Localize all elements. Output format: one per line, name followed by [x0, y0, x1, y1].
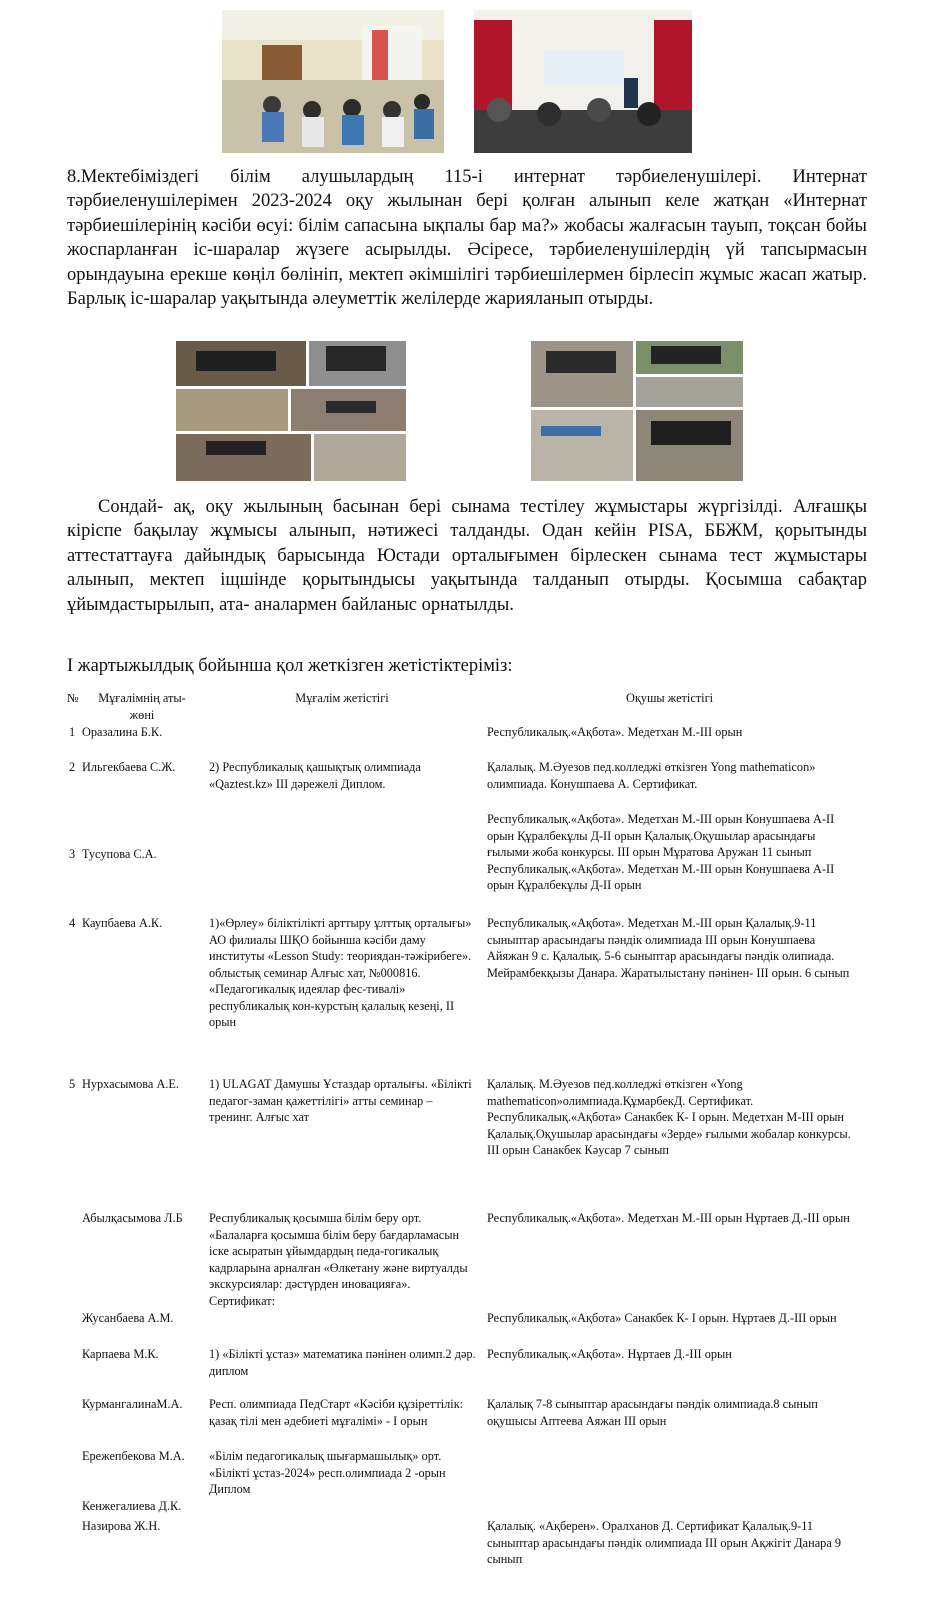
- table-row-name: Каупбаева А.К.: [82, 916, 163, 930]
- table-row-name: Нурхасымова А.Е.: [82, 1077, 179, 1091]
- header-teacher: Мұғалім жетістігі: [295, 691, 389, 705]
- table-row-no: 1: [69, 725, 76, 739]
- table-row-name: КурмангалинаМ.А.: [82, 1397, 183, 1411]
- internat-collage-right: [531, 341, 743, 481]
- table-row-student: Республикалық.«Ақбота». Медетхан М.-III орын Конушпаева А-II орын Құралбекұлы Д-II орын Қалалық.Оқушылар арасындағы ғылыми жоба конкурсы. III орын Мұратова Аружан 11 сынып Республикалық.«Ақбота». Медетхан М.-III орын Конушпаева А-II орын Құралбекұлы Д-II орын: [487, 812, 835, 892]
- table-row-teacher: Республикалық қосымша білім беру орт. «Балаларға қосымша білім беру бағдарламасын іске асыратын ұйымдардың педа-гогикалық кадрларына арналған «Өлкетану және виртуалды экскурсиялар: дәстүрден иновацияға». Сертификат:: [209, 1211, 468, 1308]
- internat-collage-left: [176, 341, 406, 481]
- table-row-teacher: 2) Республикалық қашықтық олимпиада «Qaztest.kz» III дәрежелі Диплом.: [209, 760, 421, 791]
- table-row-teacher: «Білім педагогикалық шығармашылық» орт. «Білікті ұстаз-2024» респ.олимпиада 2 -орын Диплом: [209, 1449, 446, 1496]
- table-row-name: Ильгекбаева С.Ж.: [82, 760, 176, 774]
- table-row-name: Оразалина Б.К.: [82, 725, 163, 739]
- header-student: Оқушы жетістігі: [625, 691, 714, 705]
- table-row-teacher: 1) ULAGAT Дамушы Ұстаздар орталығы. «Білікті педагог-заман қажеттілігі» атты семинар – тренинг. Алғыс хат: [209, 1077, 472, 1124]
- table-row-teacher: 1) «Білікті ұстаз» математика пәнінен олимп.2 дәр. диплом: [209, 1347, 476, 1378]
- table-row-name: Кенжегалиева Д.К.: [82, 1499, 182, 1513]
- table-row-no: 3: [69, 847, 76, 861]
- table-row-teacher: 1)«Өрлеу» біліктілікті арттыру ұлттық орталығы» АО филиалы ШҚО бойынша кәсіби даму институты «Lesson Study: теориядан-тәжірибеге». облыстық семинар Алғыс хат, №000816. «Педагогикалық идеялар фес-тивалі» республикалық кон-курстың қалалық кезеңі, II орын: [209, 916, 472, 1029]
- table-row-student: Республикалық.«Ақбота». Медетхан М.-III орын: [487, 725, 743, 739]
- seminar-photo: [474, 10, 692, 153]
- table-row-student: Республикалық.«Ақбота». Медетхан М.-III орын Нұртаев Д.-III орын: [487, 1211, 850, 1225]
- table-row-name: Абылқасымова Л.Б: [82, 1211, 183, 1225]
- table-row-no: 5: [69, 1077, 76, 1091]
- table-row-student: Қалалық. М.Әуезов пед.колледжі өткізген «Yong mathematicon»олимпиада.ҚұмарбекД. Сертификат. Республикалық.«Ақбота» Санакбек К- I орын. Медетхан М-III орын Қалалық.Оқушылар арасындағы «Зерде» ғылыми жобалар конкурсы. III орын Санакбек Кәусар 7 сынып: [487, 1077, 851, 1157]
- table-row-no: 4: [69, 916, 76, 930]
- table-row-name: Назирова Ж.Н.: [82, 1519, 161, 1533]
- internat-paragraph: 8.Мектебіміздегі білім алушылардың 115-і интернат тәрбиеленушілері. Интернат тәрбиеленушілерімен 2023-2024 оқу жылынан бері қолған алынып келе жатқан «Интернат тәрбиешілерінің кәсіби өсуі: білім сапасына ықпалы бар ма?» жобасы жалғасын тауып, тоқсан бойы жоспарланған іс-шаралар жүзеге асырылды. Әсіресе, тәрбиеленушілердің үй тапсырмасын орындауына ерекше көңіл бөлініп, мектеп әкімшілігі тәрбиешілермен бірлесіп жұмыс жасап жатыр. Барлық іс-шаралар уақытында әлеуметтік желілерде жарияланып отырды.: [67, 167, 867, 310]
- table-row-no: 2: [69, 760, 76, 774]
- classroom-photo: [222, 10, 444, 153]
- table-row-student: Республикалық.«Ақбота» Санакбек К- I орын. Нұртаев Д.-III орын: [487, 1311, 837, 1325]
- table-row-student: Қалалық. «Ақберен». Оралханов Д. Сертификат Қалалық.9-11 сыныптар арасындағы пәндік олимпиада III орын Ақжігіт Данара 9 сынып: [487, 1519, 842, 1566]
- table-row-student: Қалалық 7-8 сыныптар арасындағы пәндік олимпиада.8 сынып оқушысы Аптеева Аяжан III орын: [487, 1397, 818, 1428]
- header-no: №: [67, 691, 79, 705]
- table-row-name: Карпаева М.К.: [82, 1347, 159, 1361]
- table-row-teacher: Респ. олимпиада ПедСтарт «Кәсіби құзіреттілік: қазақ тілі мен әдебиеті мұғалімі» - I орын: [209, 1397, 464, 1428]
- testing-paragraph: Сондай- ақ, оқу жылының басынан бері сынама тестілеу жұмыстары жүргізілді. Алғашқы кіріспе бақылау жұмысы алынып, нәтижесі талданды. Одан кейін PISA, ББЖМ, қорытынды аттестаттауға дайындық барысында Юстади орталығымен бірлескен сынама тест жұмыстары алынып, мектеп іщшінде қорытындысы уақытында талданып отырды. Қосымша сабақтар ұйымдастырылып, ата- аналармен байланыс орнатылды.: [67, 497, 867, 615]
- table-row-student: Республикалық.«Ақбота». Нұртаев Д.-III орын: [487, 1347, 732, 1361]
- table-row-name: Тусупова С.А.: [82, 847, 157, 861]
- achievements-heading: І жартыжылдық бойынша қол жеткізген жетістіктеріміз:: [67, 656, 513, 676]
- table-row-student: Қалалық. М.Әуезов пед.колледжі өткізген Yong mathematicon» олимпиада. Конушпаева А. Сертификат.: [487, 760, 816, 791]
- table-row-name: Жусанбаева А.М.: [82, 1311, 174, 1325]
- header-name: Мұғалімнің аты-жөні: [98, 691, 186, 722]
- table-row-student: Республикалық.«Ақбота». Медетхан М.-III орын Қалалық.9-11 сыныптар арасындағы пәндік олимпиада III орын Конушпаева Айяжан 9 с. Қалалық. 5-6 сыныптар арасындағы пәндік олипиада. Мейрамбекқызы Данара. Жаратылыстану пәнінен- III орын. 6 сынып: [487, 916, 850, 980]
- table-row-name: Ережепбекова М.А.: [82, 1449, 185, 1463]
